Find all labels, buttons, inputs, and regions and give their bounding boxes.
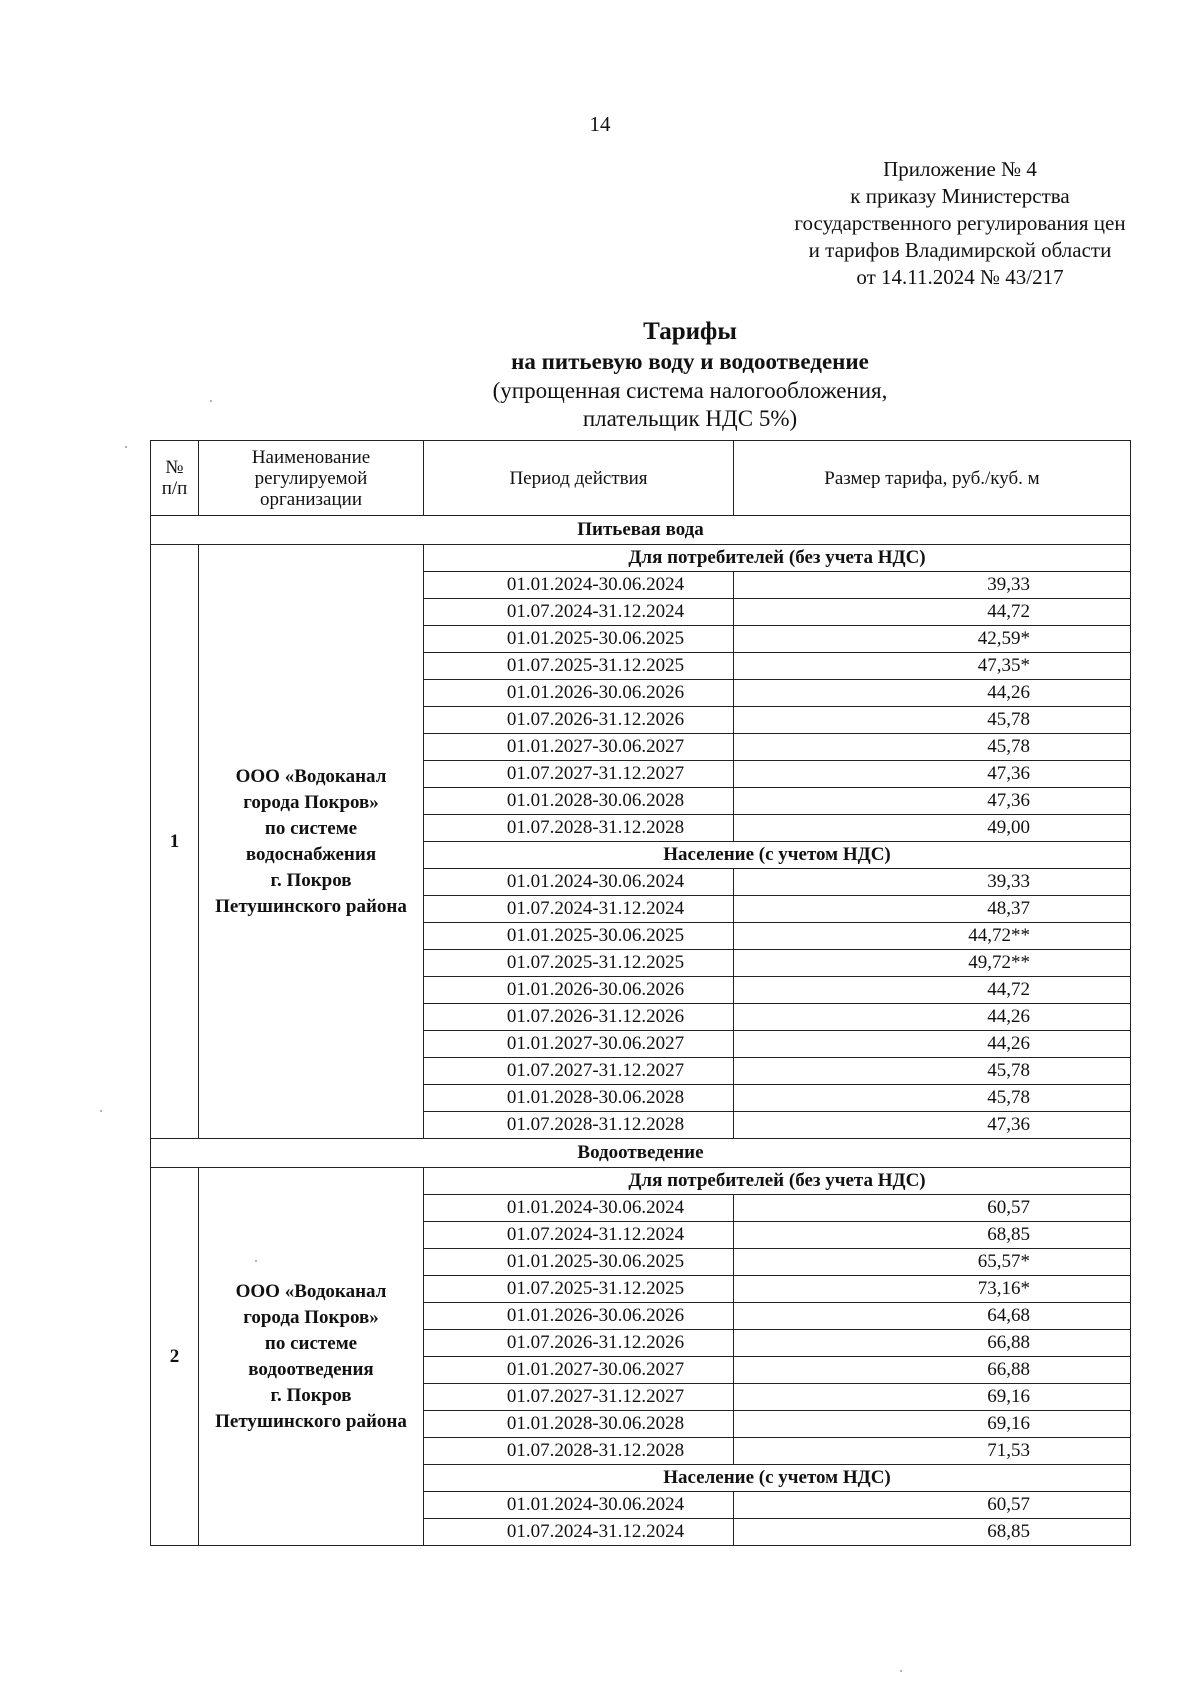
group-row — [151, 1168, 1131, 1195]
header-number: № п/п — [151, 441, 199, 516]
period-cell: 01.01.2027-30.06.2027 — [424, 734, 734, 761]
appendix-line: к приказу Министерства — [850, 184, 1070, 208]
organization-line: г. Покров — [270, 1384, 352, 1406]
period-cell: 01.01.2024-30.06.2024 — [424, 869, 734, 896]
document-heading — [400, 316, 980, 433]
tariff-value-cell: 73,16* — [734, 1276, 1131, 1303]
tariff-value-cell: 44,72 — [734, 977, 1131, 1004]
header-period: Период действия — [424, 441, 734, 516]
organization-line: г. Покров — [270, 869, 352, 891]
tariff-value-cell: 39,33 — [734, 572, 1131, 599]
scan-speck — [255, 1260, 257, 1262]
period-cell: 01.07.2026-31.12.2026 — [424, 1330, 734, 1357]
tariff-value-cell: 44,72** — [734, 923, 1131, 950]
page-number: 14 — [589, 112, 611, 136]
period-cell: 01.07.2024-31.12.2024 — [424, 1222, 734, 1249]
tariff-value-cell: 42,59* — [734, 626, 1131, 653]
organization-line: города Покров» — [243, 1306, 379, 1328]
tariff-value-cell: 69,16 — [734, 1384, 1131, 1411]
group-title: Население (с учетом НДС) — [424, 842, 1131, 869]
tariff-value-cell: 47,36 — [734, 1112, 1131, 1139]
tariff-value-cell: 47,36 — [734, 761, 1131, 788]
tariff-value-cell: 44,26 — [734, 1004, 1131, 1031]
tariff-value-cell: 44,26 — [734, 680, 1131, 707]
tariff-value-cell: 60,57 — [734, 1195, 1131, 1222]
period-cell: 01.01.2024-30.06.2024 — [424, 1195, 734, 1222]
organization-line: по системе — [264, 1332, 358, 1354]
table-header-row — [151, 441, 1131, 516]
organization-line: Петушинского района — [215, 1410, 407, 1432]
tariff-value-cell: 47,35* — [734, 653, 1131, 680]
tax-note-line: (упрощенная система налогообложения, — [492, 378, 888, 403]
period-cell: 01.07.2024-31.12.2024 — [424, 1519, 734, 1546]
organization-line: города Покров» — [243, 791, 379, 813]
section-title: Водоотведение — [151, 1139, 1131, 1168]
scan-speck — [100, 1110, 102, 1112]
period-cell: 01.07.2025-31.12.2025 — [424, 1276, 734, 1303]
scan-speck — [900, 1670, 902, 1672]
organization-name — [199, 545, 424, 1139]
group-title: Для потребителей (без учета НДС) — [424, 545, 1131, 572]
tariff-value-cell: 39,33 — [734, 869, 1131, 896]
header-organization: Наименование регулируемой организации — [199, 441, 424, 516]
organization-line: по системе — [264, 817, 358, 839]
period-cell: 01.01.2028-30.06.2028 — [424, 788, 734, 815]
period-cell: 01.01.2024-30.06.2024 — [424, 1492, 734, 1519]
tariff-value-cell: 49,72** — [734, 950, 1131, 977]
organization-line: водоснабжения — [245, 843, 377, 865]
tariff-value-cell: 44,72 — [734, 599, 1131, 626]
period-cell: 01.01.2028-30.06.2028 — [424, 1085, 734, 1112]
period-cell: 01.07.2028-31.12.2028 — [424, 1438, 734, 1465]
organization-name — [199, 1168, 424, 1546]
period-cell: 01.07.2026-31.12.2026 — [424, 1004, 734, 1031]
appendix-block — [700, 156, 1200, 291]
period-cell: 01.01.2026-30.06.2026 — [424, 977, 734, 1004]
document-title: Тарифы — [643, 318, 737, 345]
period-cell: 01.01.2025-30.06.2025 — [424, 1249, 734, 1276]
row-number: 1 — [151, 545, 199, 1139]
tariff-value-cell: 45,78 — [734, 734, 1131, 761]
organization-line: водоотведения — [248, 1358, 374, 1380]
tariff-value-cell: 44,26 — [734, 1031, 1131, 1058]
row-number: 2 — [151, 1168, 199, 1546]
scan-speck — [210, 400, 212, 402]
tariff-value-cell: 45,78 — [734, 1058, 1131, 1085]
period-cell: 01.01.2028-30.06.2028 — [424, 1411, 734, 1438]
period-cell: 01.07.2028-31.12.2028 — [424, 815, 734, 842]
organization-line: Петушинского района — [215, 895, 407, 917]
group-row — [151, 545, 1131, 572]
section-row — [151, 1139, 1131, 1168]
scan-speck — [125, 446, 127, 448]
tariff-value-cell: 68,85 — [734, 1519, 1131, 1546]
appendix-line: и тарифов Владимирской области — [808, 238, 1112, 262]
tax-note-line: плательщик НДС 5%) — [582, 406, 798, 431]
period-cell: 01.01.2026-30.06.2026 — [424, 1303, 734, 1330]
header-tariff: Размер тарифа, руб./куб. м — [734, 441, 1131, 516]
organization-line: ООО «Водоканал — [235, 765, 387, 787]
tariff-value-cell: 71,53 — [734, 1438, 1131, 1465]
period-cell: 01.01.2025-30.06.2025 — [424, 626, 734, 653]
document-subtitle: на питьевую воду и водоотведение — [511, 349, 869, 374]
tariff-table — [150, 440, 1131, 1546]
period-cell: 01.07.2024-31.12.2024 — [424, 599, 734, 626]
period-cell: 01.07.2025-31.12.2025 — [424, 653, 734, 680]
tariff-value-cell: 47,36 — [734, 788, 1131, 815]
appendix-line: Приложение № 4 — [883, 157, 1037, 181]
organization-line: ООО «Водоканал — [235, 1280, 387, 1302]
period-cell: 01.01.2027-30.06.2027 — [424, 1357, 734, 1384]
period-cell: 01.07.2027-31.12.2027 — [424, 761, 734, 788]
tariff-value-cell: 68,85 — [734, 1222, 1131, 1249]
period-cell: 01.01.2026-30.06.2026 — [424, 680, 734, 707]
group-title: Население (с учетом НДС) — [424, 1465, 1131, 1492]
period-cell: 01.07.2025-31.12.2025 — [424, 950, 734, 977]
period-cell: 01.07.2024-31.12.2024 — [424, 896, 734, 923]
appendix-line: от 14.11.2024 № 43/217 — [856, 265, 1064, 289]
group-title: Для потребителей (без учета НДС) — [424, 1168, 1131, 1195]
section-title: Питьевая вода — [151, 516, 1131, 545]
tariff-value-cell: 45,78 — [734, 707, 1131, 734]
tariff-table-body — [151, 516, 1131, 1546]
period-cell: 01.01.2024-30.06.2024 — [424, 572, 734, 599]
tariff-value-cell: 65,57* — [734, 1249, 1131, 1276]
section-row — [151, 516, 1131, 545]
period-cell: 01.07.2028-31.12.2028 — [424, 1112, 734, 1139]
period-cell: 01.01.2027-30.06.2027 — [424, 1031, 734, 1058]
period-cell: 01.07.2027-31.12.2027 — [424, 1384, 734, 1411]
tariff-value-cell: 49,00 — [734, 815, 1131, 842]
tariff-value-cell: 66,88 — [734, 1357, 1131, 1384]
tariff-value-cell: 45,78 — [734, 1085, 1131, 1112]
tariff-value-cell: 48,37 — [734, 896, 1131, 923]
period-cell: 01.07.2026-31.12.2026 — [424, 707, 734, 734]
appendix-line: государственного регулирования цен — [794, 211, 1126, 235]
tariff-value-cell: 60,57 — [734, 1492, 1131, 1519]
period-cell: 01.07.2027-31.12.2027 — [424, 1058, 734, 1085]
tariff-value-cell: 66,88 — [734, 1330, 1131, 1357]
tariff-value-cell: 69,16 — [734, 1411, 1131, 1438]
period-cell: 01.01.2025-30.06.2025 — [424, 923, 734, 950]
tariff-value-cell: 64,68 — [734, 1303, 1131, 1330]
